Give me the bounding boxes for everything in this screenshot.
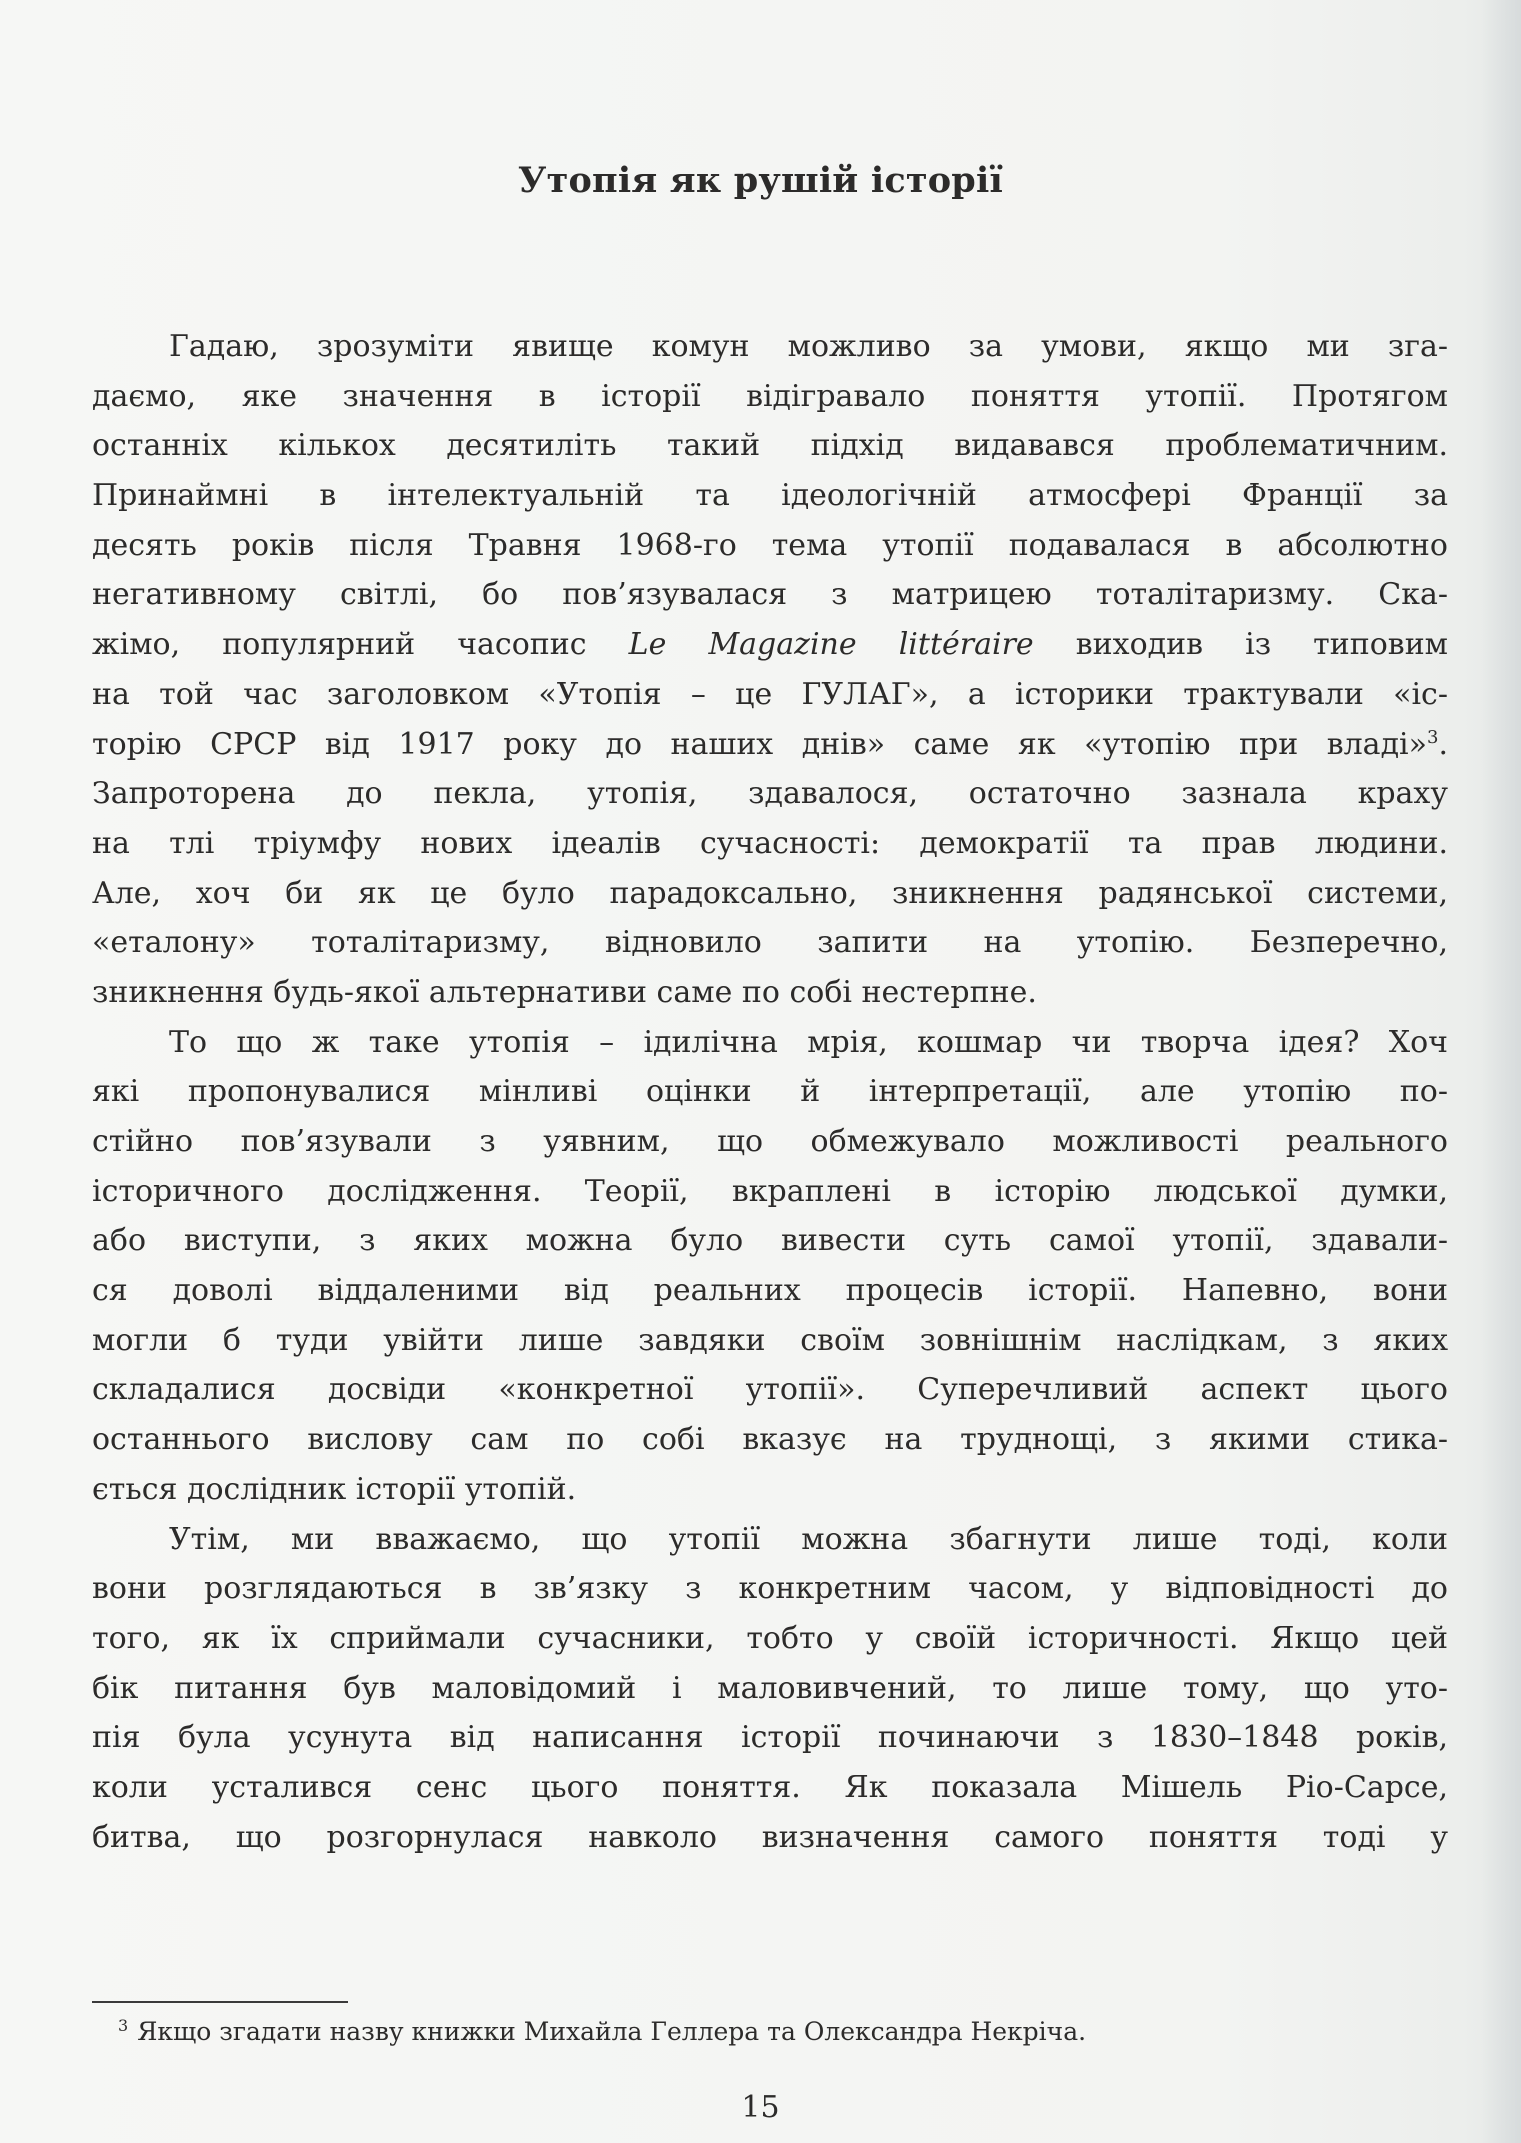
text-line: [92, 620, 1448, 670]
footnote: [118, 2016, 1086, 2048]
text-line: бік питання був маловідомий і маловивчений, то лише тому, що уто-: [92, 1670, 1448, 1706]
text-line: десять років після Травня 1968-го тема утопії подавалася в абсолютно: [92, 527, 1448, 563]
text-line: або виступи, з яких можна було вивести суть самої утопії, здавали-: [92, 1223, 1448, 1259]
text-line: битва, що розгорнулася навколо визначення самого поняття тоді у: [92, 1819, 1448, 1855]
footnote-marker: 3: [118, 2015, 129, 2035]
text-line: складалися досвіди «конкретної утопії». Суперечливий аспект цього: [92, 1372, 1448, 1408]
footnote-divider: [92, 2001, 348, 2003]
text-run: торію СРСР від 1917 року до наших днів» саме як «утопію при владі»: [92, 726, 1427, 762]
text-line: Принаймні в інтелектуальній та ідеологічній атмосфері Франції за: [92, 478, 1448, 514]
text-line: історичного дослідження. Теорії, вкраплені в історію людської думки,: [92, 1173, 1448, 1209]
text-line: пія була усунута від написання історії починаючи з 1830–1848 років,: [92, 1720, 1448, 1756]
text-line: Гадаю, зрозуміти явище комун можливо за умови, якщо ми зга-: [169, 329, 1448, 364]
text-line: останніх кількох десятиліть такий підхід видавався проблематичним.: [92, 428, 1448, 464]
text-line: вони розглядаються в зв’язку з конкретним часом, у відповідності до: [92, 1571, 1448, 1607]
page-edge-shadow: [1481, 0, 1521, 2143]
text-run: .: [1438, 726, 1448, 762]
text-line: зникнення будь-якої альтернативи саме по собі нестерпне.: [92, 974, 1037, 1010]
text-line: негативному світлі, бо пов’язувалася з матрицею тоталітаризму. Ска-: [92, 577, 1448, 613]
text-line: Але, хоч би як це було парадоксально, зникнення радянської системи,: [92, 875, 1448, 911]
footnote-text: Якщо згадати назву книжки Михайла Геллера та Олександра Некріча.: [137, 2017, 1087, 2046]
text-line: ється дослідник історії утопій.: [92, 1471, 577, 1507]
text-line: того, як їх сприймали сучасники, тобто у своїй історичності. Якщо цей: [92, 1620, 1448, 1656]
magazine-title: Le Magazine littéraire: [628, 627, 1034, 663]
text-line: останнього вислову сам по собі вказує на труднощі, з якими стика-: [92, 1422, 1448, 1458]
body-text: [92, 322, 1448, 1862]
text-run: виходив із типовим: [1033, 627, 1449, 663]
text-run: жімо, популярний часопис: [92, 627, 629, 663]
text-line: То що ж таке утопія – ідилічна мрія, кошмар чи творча ідея? Хоч: [169, 1024, 1448, 1060]
text-line: [92, 720, 1448, 770]
text-line: коли усталився сенс цього поняття. Як показала Мішель Ріо-Сарсе,: [92, 1769, 1448, 1805]
page-number: 15: [741, 2090, 780, 2125]
section-heading: Утопія як рушій історії: [518, 160, 1003, 201]
text-line: могли б туди увійти лише завдяки своїм зовнішнім наслідкам, з яких: [92, 1322, 1448, 1358]
text-line: на тлі тріумфу нових ідеалів сучасності: демократії та прав людини.: [92, 825, 1448, 861]
text-line: стійно пов’язували з уявним, що обмежувало можливості реального: [92, 1124, 1448, 1159]
text-line: даємо, яке значення в історії відігравало поняття утопії. Протягом: [92, 378, 1448, 414]
text-line: на той час заголовком «Утопія – це ГУЛАГ», а історики трактували «іс-: [92, 676, 1448, 712]
text-line: Утім, ми вважаємо, що утопії можна збагнути лише тоді, коли: [169, 1521, 1448, 1557]
text-line: «еталону» тоталітаризму, відновило запити на утопію. Безперечно,: [92, 925, 1448, 961]
text-line: які пропонувалися мінливі оцінки й інтерпретації, але утопію по-: [92, 1074, 1448, 1110]
footnote-reference: 3: [1427, 726, 1439, 748]
text-line: ся доволі віддаленими від реальних процесів історії. Напевно, вони: [92, 1273, 1448, 1309]
text-line: Запроторена до пекла, утопія, здавалося, остаточно зазнала краху: [92, 776, 1448, 812]
